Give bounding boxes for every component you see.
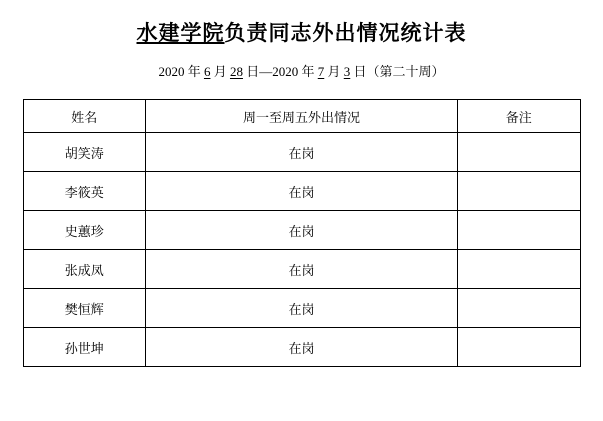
date-range-day-start: 28 bbox=[229, 64, 243, 80]
cell-remark bbox=[457, 250, 580, 289]
document-page bbox=[0, 20, 603, 421]
column-header-status: 周一至周五外出情况 bbox=[146, 100, 458, 133]
column-header-remark: 备注 bbox=[457, 100, 580, 133]
cell-name: 史蕙珍 bbox=[23, 211, 146, 250]
attendance-table bbox=[23, 99, 581, 367]
cell-status: 在岗 bbox=[146, 328, 458, 367]
cell-name: 胡笑涛 bbox=[23, 133, 146, 172]
table-body bbox=[23, 133, 580, 367]
table-header bbox=[23, 100, 580, 133]
table-row bbox=[23, 172, 580, 211]
page-title-rest: 负责同志外出情况统计表 bbox=[224, 21, 467, 45]
page-title-department: 水建学院 bbox=[136, 21, 225, 45]
cell-remark bbox=[457, 328, 580, 367]
table-row bbox=[23, 211, 580, 250]
table-row bbox=[23, 250, 580, 289]
cell-status: 在岗 bbox=[146, 133, 458, 172]
table-row bbox=[23, 133, 580, 172]
cell-remark bbox=[457, 211, 580, 250]
cell-remark bbox=[457, 289, 580, 328]
date-range-month-unit-1: 月 bbox=[213, 64, 227, 80]
cell-status: 在岗 bbox=[146, 289, 458, 328]
date-range-day-unit-2: 日 bbox=[353, 64, 367, 80]
date-range-line bbox=[0, 63, 603, 81]
cell-remark bbox=[457, 172, 580, 211]
date-range-year-start: 2020 bbox=[158, 64, 185, 80]
table-header-row bbox=[23, 100, 580, 133]
date-range-month-end: 7 bbox=[317, 64, 325, 80]
table-row bbox=[23, 289, 580, 328]
date-range-day-end: 3 bbox=[343, 64, 351, 80]
cell-status: 在岗 bbox=[146, 172, 458, 211]
date-range-week-note: （第二十周） bbox=[366, 64, 445, 80]
attendance-table-wrapper bbox=[23, 99, 581, 367]
cell-name: 孙世坤 bbox=[23, 328, 146, 367]
cell-name: 樊恒辉 bbox=[23, 289, 146, 328]
date-range-dash: — bbox=[259, 64, 273, 80]
cell-remark bbox=[457, 133, 580, 172]
table-row bbox=[23, 328, 580, 367]
column-header-name: 姓名 bbox=[23, 100, 146, 133]
cell-status: 在岗 bbox=[146, 250, 458, 289]
date-range-day-unit-1: 日 bbox=[246, 64, 260, 80]
cell-name: 李筱英 bbox=[23, 172, 146, 211]
date-range-year-end: 2020 bbox=[272, 64, 299, 80]
page-title bbox=[0, 20, 603, 47]
cell-name: 张成凤 bbox=[23, 250, 146, 289]
date-range-year-unit-2: 年 bbox=[301, 64, 315, 80]
date-range-month-unit-2: 月 bbox=[327, 64, 341, 80]
date-range-month-start: 6 bbox=[203, 64, 211, 80]
date-range-year-unit-1: 年 bbox=[187, 64, 201, 80]
cell-status: 在岗 bbox=[146, 211, 458, 250]
